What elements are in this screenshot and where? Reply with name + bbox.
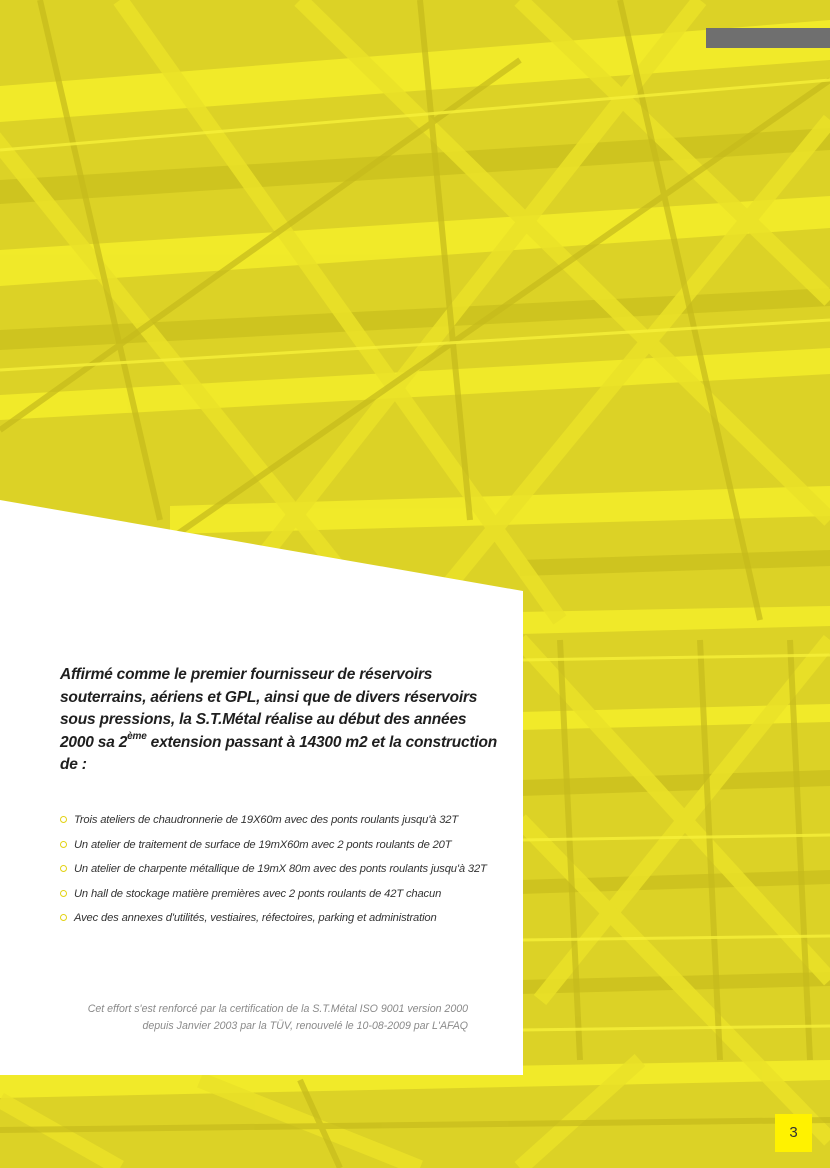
list-item (60, 910, 510, 935)
facilities-list (60, 812, 510, 935)
list-item-text: Un atelier de traitement de surface de 19mX60m avec 2 ponts roulants de 20T (74, 838, 452, 851)
list-item-text: Avec des annexes d'utilités, vestiaires, réfectoires, parking et administration (74, 912, 437, 924)
page-number: 3 (775, 1114, 812, 1152)
bullet-circle-icon (60, 865, 67, 872)
intro-text-part1: Affirmé comme le premier fournisseur de réservoirs souterrains, aériens et GPL, ainsi que de divers réservoirs sous pressions, la S.T.Métal réalise au début des années 2000 sa 2 (60, 666, 478, 751)
certification-line-2: depuis Janvier 2003 par la TÜV, renouvelé le 10-08-2009 par L'AFAQ (142, 1020, 468, 1032)
bullet-circle-icon (60, 841, 67, 848)
intro-text-part2: extension passant à 14300 m2 et la construction de : (60, 733, 498, 773)
intro-paragraph (60, 664, 500, 777)
list-item-text: Un hall de stockage matière premières avec 2 ponts roulants de 42T chacun (74, 887, 442, 900)
accent-tab (706, 28, 830, 48)
list-item (60, 861, 510, 886)
certification-note (40, 1001, 468, 1035)
list-item (60, 812, 510, 837)
certification-line-1: Cet effort s'est renforcé par la certification de la S.T.Métal ISO 9001 version 2000 (87, 1003, 468, 1015)
list-item (60, 837, 510, 862)
intro-superscript: ème (127, 731, 147, 743)
list-item (60, 886, 510, 911)
content-panel (0, 500, 523, 1075)
list-item-text: Trois ateliers de chaudronnerie de 19X60m avec des ponts roulants jusqu'à 32T (74, 814, 459, 826)
list-item-text: Un atelier de charpente métallique de 19mX 80m avec des ponts roulants jusqu'à 32T (74, 863, 487, 875)
bullet-circle-icon (60, 816, 67, 823)
bullet-circle-icon (60, 914, 67, 921)
bullet-circle-icon (60, 890, 67, 897)
